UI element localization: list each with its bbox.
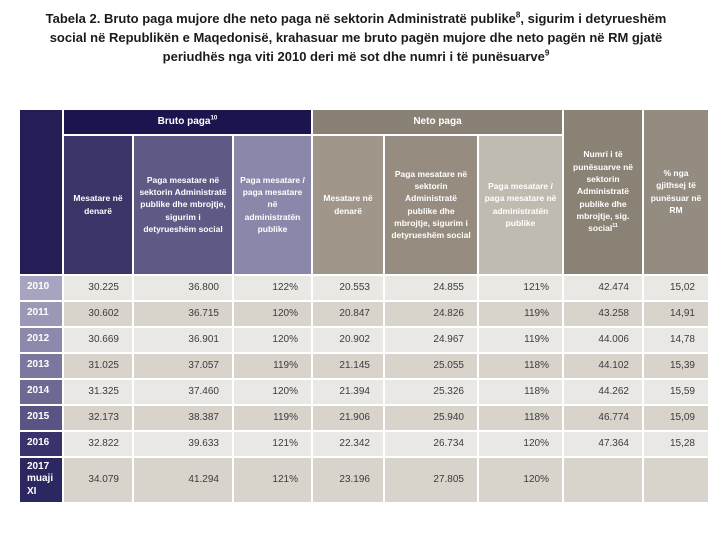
data-cell: 30.602 <box>64 302 132 326</box>
data-cell: 24.967 <box>385 328 477 352</box>
data-cell: 30.669 <box>64 328 132 352</box>
neto-paga-label: Neto paga <box>413 116 462 128</box>
data-cell: 20.847 <box>313 302 383 326</box>
data-cell: 41.294 <box>134 458 232 502</box>
title-text-2: , sigurim i detyrueshëm social në Republikën e Maqedonisë, krahasuar me bruto pagën mujore dhe neto pagën në RM gjatë periudhës nga viti 2010 deri më sot dhe numri i të punësuarve <box>49 11 667 64</box>
year-cell: 2012 <box>20 328 62 352</box>
data-cell: 27.805 <box>385 458 477 502</box>
group-header-row <box>20 110 708 134</box>
data-cell: 118% <box>479 354 562 378</box>
data-cell: 25.055 <box>385 354 477 378</box>
data-cell: 120% <box>234 302 311 326</box>
data-cell: 32.173 <box>64 406 132 430</box>
pct-punesuar-rm-column-header: % nga gjithsej të punësuar në RM <box>644 110 708 274</box>
data-cell: 39.633 <box>134 432 232 456</box>
data-cell: 32.822 <box>64 432 132 456</box>
data-cell <box>644 458 708 502</box>
data-cell: 21.394 <box>313 380 383 404</box>
data-cell: 34.079 <box>64 458 132 502</box>
data-cell: 120% <box>234 328 311 352</box>
title-footnote-ref-9: 9 <box>544 48 550 58</box>
data-cell: 122% <box>234 276 311 300</box>
page-title <box>26 10 686 67</box>
data-cell: 36.800 <box>134 276 232 300</box>
data-cell: 21.145 <box>313 354 383 378</box>
corner-stub-cell <box>20 110 62 274</box>
data-cell: 24.826 <box>385 302 477 326</box>
data-cell: 36.901 <box>134 328 232 352</box>
data-cell: 43.258 <box>564 302 642 326</box>
data-cell: 31.025 <box>64 354 132 378</box>
bruto-mesatare-denare-header: Mesatare në denarë <box>64 136 132 274</box>
data-cell: 15,02 <box>644 276 708 300</box>
year-cell: 2010 <box>20 276 62 300</box>
bruto-raport-header: Paga mesatare / paga mesatare në administratën publike <box>234 136 311 274</box>
data-cell: 42.474 <box>564 276 642 300</box>
table-row <box>20 302 708 326</box>
table-row <box>20 432 708 456</box>
data-cell: 22.342 <box>313 432 383 456</box>
data-cell: 15,28 <box>644 432 708 456</box>
data-cell: 120% <box>479 458 562 502</box>
data-cell: 26.734 <box>385 432 477 456</box>
data-cell: 31.325 <box>64 380 132 404</box>
data-cell: 119% <box>234 406 311 430</box>
data-cell: 21.906 <box>313 406 383 430</box>
neto-paga-group-header <box>313 110 562 134</box>
data-cell: 15,09 <box>644 406 708 430</box>
data-cell: 38.387 <box>134 406 232 430</box>
table-row <box>20 276 708 300</box>
year-cell: 2011 <box>20 302 62 326</box>
data-cell: 37.057 <box>134 354 232 378</box>
data-cell: 37.460 <box>134 380 232 404</box>
data-cell: 23.196 <box>313 458 383 502</box>
numri-label: Numri i të punësuarve në sektorin Administratë publike dhe mbrojtje, sig. social <box>573 149 633 234</box>
data-cell: 119% <box>234 354 311 378</box>
data-cell: 20.553 <box>313 276 383 300</box>
neto-mesatare-denare-header: Mesatare në denarë <box>313 136 383 274</box>
data-cell: 119% <box>479 328 562 352</box>
year-cell: 2016 <box>20 432 62 456</box>
data-cell: 119% <box>479 302 562 326</box>
data-cell: 46.774 <box>564 406 642 430</box>
data-cell: 121% <box>479 276 562 300</box>
data-cell: 44.102 <box>564 354 642 378</box>
bruto-paga-label: Bruto paga <box>157 116 211 128</box>
data-cell: 30.225 <box>64 276 132 300</box>
table-row <box>20 380 708 404</box>
table-row <box>20 328 708 352</box>
year-cell: 2014 <box>20 380 62 404</box>
data-cell: 118% <box>479 380 562 404</box>
data-cell: 47.364 <box>564 432 642 456</box>
wage-table <box>18 108 710 504</box>
numri-punesuarve-column-header <box>564 110 642 274</box>
data-cell: 15,39 <box>644 354 708 378</box>
year-cell: 2015 <box>20 406 62 430</box>
title-footnote-ref-8: 8 <box>515 10 521 20</box>
data-cell: 121% <box>234 432 311 456</box>
data-cell: 24.855 <box>385 276 477 300</box>
table-row <box>20 354 708 378</box>
data-cell: 14,78 <box>644 328 708 352</box>
neto-raport-header: Paga mesatare / paga mesatare në administratën publike <box>479 136 562 274</box>
year-cell: 2017 muaji XI <box>20 458 62 502</box>
data-cell: 44.262 <box>564 380 642 404</box>
year-cell: 2013 <box>20 354 62 378</box>
data-cell: 121% <box>234 458 311 502</box>
bruto-paga-group-header <box>64 110 311 134</box>
bruto-paga-sektorin-header: Paga mesatare në sektorin Administratë publike dhe mbrojtje, sigurim i detyrueshëm social <box>134 136 232 274</box>
data-cell: 120% <box>234 380 311 404</box>
table-body <box>20 276 708 502</box>
data-cell: 25.326 <box>385 380 477 404</box>
data-cell: 14,91 <box>644 302 708 326</box>
data-cell <box>564 458 642 502</box>
data-cell: 15,59 <box>644 380 708 404</box>
data-cell: 36.715 <box>134 302 232 326</box>
title-text-1: Tabela 2. Bruto paga mujore dhe neto paga në sektorin Administratë publike <box>45 11 516 26</box>
data-cell: 25.940 <box>385 406 477 430</box>
numri-footnote-ref-11: 11 <box>612 223 618 230</box>
table-row <box>20 458 708 502</box>
data-cell: 20.902 <box>313 328 383 352</box>
data-cell: 120% <box>479 432 562 456</box>
data-cell: 118% <box>479 406 562 430</box>
table-row <box>20 406 708 430</box>
bruto-footnote-ref-10: 10 <box>210 114 218 122</box>
neto-paga-sektorin-header: Paga mesatare në sektorin Administratë publike dhe mbrojtje, sigurim i detyrueshëm social <box>385 136 477 274</box>
data-cell: 44.006 <box>564 328 642 352</box>
